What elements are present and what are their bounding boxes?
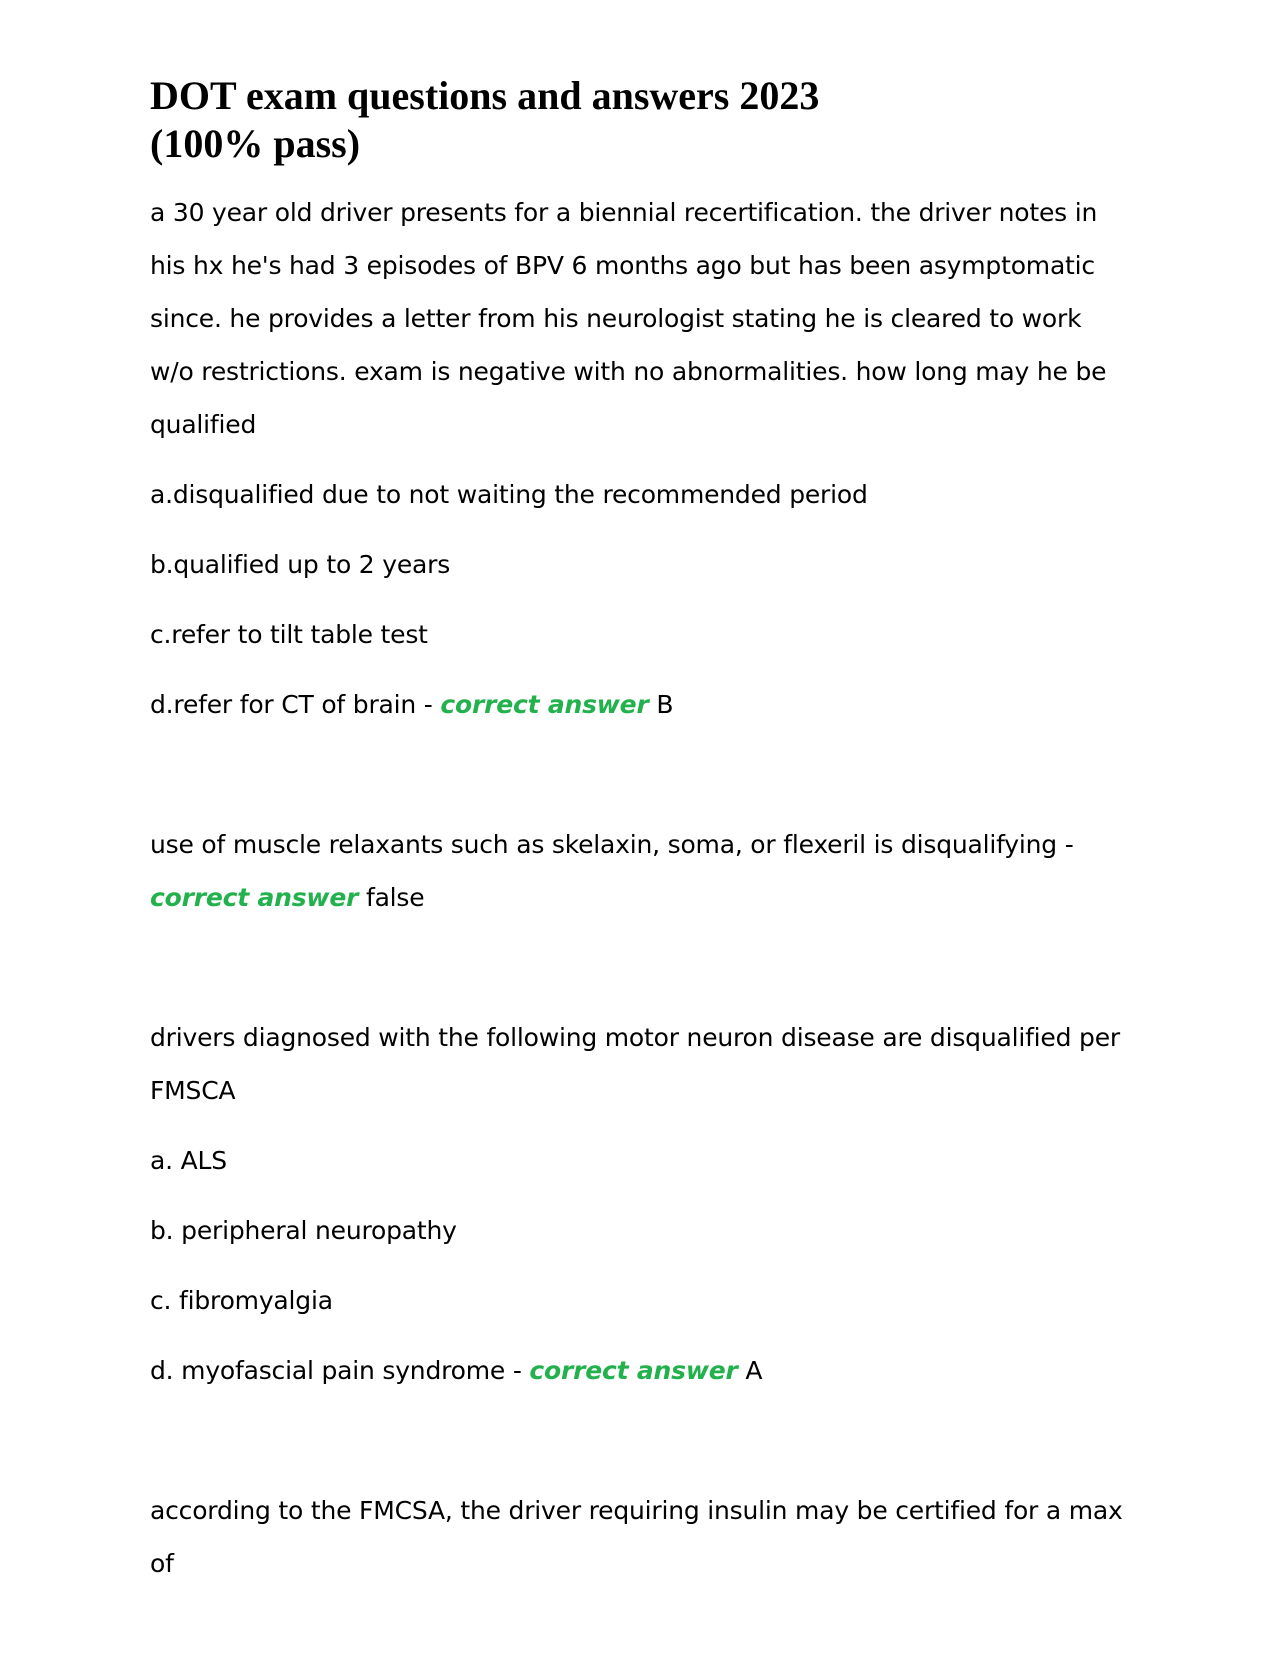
question-2-statement: use of muscle relaxants such as skelaxin, soma, or flexeril is disqualifying -: [150, 830, 1074, 859]
question-1-option-d-text: d.refer for CT of brain -: [150, 690, 441, 719]
spacer: [150, 748, 1130, 818]
question-1-option-d: [150, 678, 1130, 731]
question-3-answer: A: [737, 1356, 763, 1385]
correct-answer-label: correct answer: [440, 690, 649, 719]
question-1: [150, 186, 1130, 731]
question-3-option-b: b. peripheral neuropathy: [150, 1216, 457, 1245]
question-1-option-c: c.refer to tilt table test: [150, 620, 428, 649]
question-4: [150, 1484, 1130, 1590]
question-3-text: [150, 1011, 1130, 1117]
correct-answer-label: correct answer: [529, 1356, 738, 1385]
question-3: [150, 1011, 1130, 1397]
title-line-1: DOT exam questions and answers 2023: [150, 73, 820, 118]
question-3-text-line-2: FMSCA: [150, 1076, 236, 1105]
title-line-2: (100% pass): [150, 121, 361, 166]
question-1-answer: B: [648, 690, 674, 719]
question-2-text: [150, 818, 1130, 924]
spacer: [150, 941, 1130, 1011]
document-title: [150, 72, 1130, 168]
document-page: [150, 72, 1130, 1607]
question-1-option-b: b.qualified up to 2 years: [150, 550, 451, 579]
correct-answer-label: correct answer: [150, 883, 359, 912]
question-2-answer: false: [358, 883, 425, 912]
spacer: [150, 1414, 1130, 1484]
question-3-option-d-text: d. myofascial pain syndrome -: [150, 1356, 530, 1385]
question-2: [150, 818, 1130, 924]
question-3-option-a: a. ALS: [150, 1146, 227, 1175]
question-1-text: a 30 year old driver presents for a biennial recertification. the driver notes in his hx he's had 3 episodes of BPV 6 months ago but has been asymptomatic since. he provides a letter from his neurologist stating he is cleared to work w/o restrictions. exam is negative with no abnormalities. how long may he be qualified: [150, 198, 1107, 439]
question-3-option-d: [150, 1344, 1130, 1397]
question-4-text: according to the FMCSA, the driver requiring insulin may be certified for a max of: [150, 1496, 1123, 1578]
question-1-option-a: a.disqualified due to not waiting the recommended period: [150, 480, 868, 509]
question-3-text-line-1: drivers diagnosed with the following motor neuron disease are disqualified per: [150, 1023, 1120, 1052]
question-3-option-c: c. fibromyalgia: [150, 1286, 333, 1315]
